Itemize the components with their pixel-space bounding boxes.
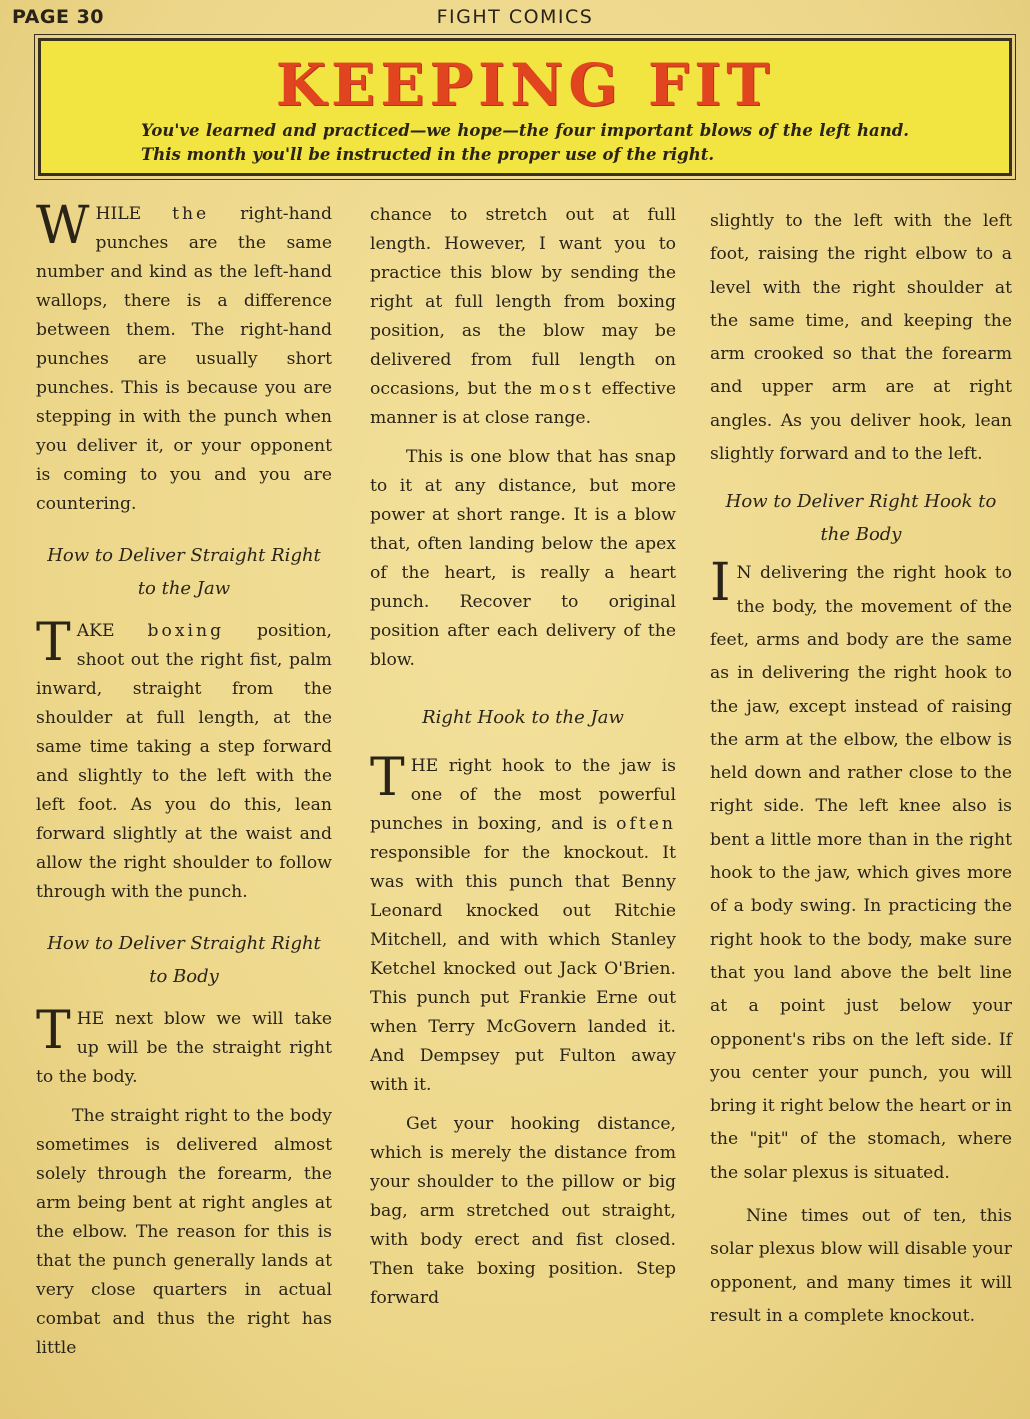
drop-cap: T xyxy=(36,613,71,673)
paragraph: The straight right to the body sometimes is delivered almost solely through the forearm, the arm being bent at right angles at the elbow. The reason for this is that the punch generally lands at very close quarters in actual combat and thus the right has little xyxy=(36,1106,332,1358)
article-subtitle: You've learned and practiced—we hope—the four important blows of the left hand. This month you'll be instructed in the proper use of the right. xyxy=(141,121,909,164)
column-1 xyxy=(36,196,332,1363)
section-heading: How to Deliver Straight Right to the Jaw xyxy=(47,545,321,599)
section-heading: Right Hook to the Jaw xyxy=(422,707,624,728)
paragraph: This is one blow that has snap to it at any distance, but more power at short range. It is a blow that, often landing below the apex of the heart, is really a heart punch. Recover to original position after each delivery of the blow. xyxy=(370,447,676,670)
drop-cap: W xyxy=(36,196,90,256)
title-banner xyxy=(38,38,1012,176)
column-2 xyxy=(370,201,676,1313)
section-heading: How to Deliver Right Hook to the Body xyxy=(725,491,997,546)
drop-cap: T xyxy=(36,1001,71,1061)
section-heading: How to Deliver Straight Right to Body xyxy=(47,933,321,987)
column-3 xyxy=(710,205,1012,1333)
page-number: PAGE 30 xyxy=(12,6,105,28)
paragraph: Nine times out of ten, this solar plexus blow will disable your opponent, and many times it will result in a complete knockout. xyxy=(710,1206,1012,1326)
drop-cap: T xyxy=(370,748,405,808)
paragraph: THE right hook to the jaw is one of the most powerful punches in boxing, and is often responsible for the knockout. It was with this punch that Benny Leonard knocked out Ritchie Mitchell, and with which Stanley Ketchel knocked out Jack O'Brien. This punch put Frankie Erne out when Terry McGovern landed it. And Dempsey put Fulton away with it. xyxy=(370,748,676,1095)
paragraph: Get your hooking distance, which is merely the distance from your shoulder to the pillow or big bag, arm stretched out straight, with body erect and fist closed. Then take boxing position. Step forward xyxy=(370,1114,676,1308)
paragraph: THE next blow we will take up will be the straight right to the body. xyxy=(36,1001,332,1087)
paragraph: TAKE boxing position, shoot out the right fist, palm inward, straight from the shoulder at full length, at the same time taking a step forward and slightly to the left with the left foot. As you do this, lean forward slightly at the waist and allow the right shoulder to follow through with the punch. xyxy=(36,613,332,902)
intro-paragraph: WHILE the right-hand punches are the same number and kind as the left-hand wallops, there is a difference between them. The right-hand punches are usually short punches. This is because you are stepping in with the punch when you deliver it, or your opponent is coming to you and you are countering. xyxy=(36,196,332,514)
article-title: KEEPING FIT xyxy=(275,51,775,119)
paragraph: I N delivering the right hook to the body, the movement of the feet, arms and body are the same as in delivering the right hook to the jaw, except instead of raising the arm at the elbow, the elbow is held down and rather close to the right side. The left knee also is bent a little more than in the right hook to the jaw, which gives more of a body swing. In practicing the right hook to the body, make sure that you land above the belt line at a point just below your opponent's ribs on the left side. If you center your punch, you will bring it right below the heart or in the "pit" of the stomach, where the solar plexus is situated. xyxy=(710,553,1012,1183)
magazine-title: FIGHT COMICS xyxy=(436,6,594,28)
page-header xyxy=(0,4,1030,32)
drop-cap: I xyxy=(710,553,731,614)
paragraph: chance to stretch out at full length. However, I want you to practice this blow by sending the right at full length from boxing position, as the blow may be delivered from full length on occasions, but the most effective manner is at close range. xyxy=(370,205,676,428)
paragraph: slightly to the left with the left foot, raising the right elbow to a level with the right shoulder at the same time, and keeping the arm crooked so that the forearm and upper arm are at right angles. As you deliver hook, lean slightly forward and to the left. xyxy=(710,211,1012,465)
